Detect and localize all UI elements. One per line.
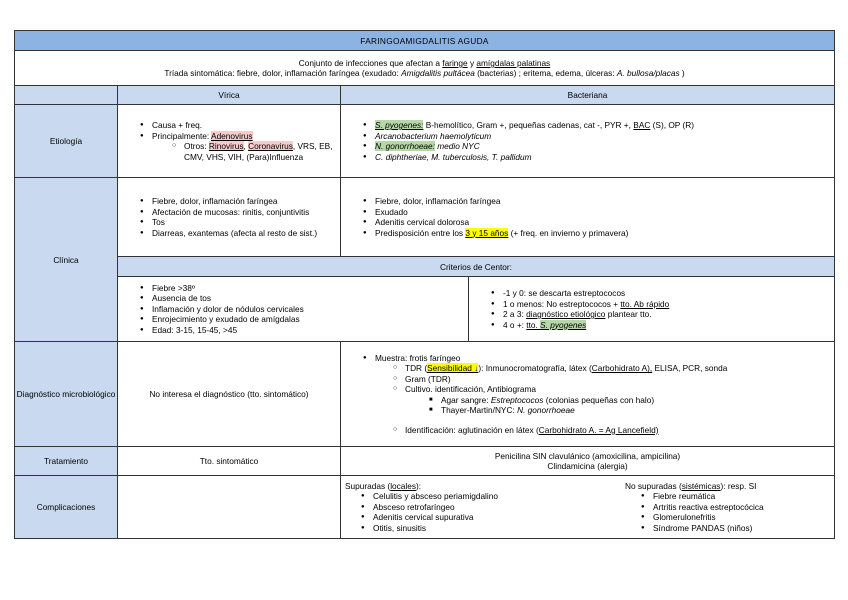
list-item: ● Adenitis cervical supurativa <box>359 512 625 523</box>
list-item: ● Síndrome PANDAS (niños) <box>639 523 830 534</box>
list-item: ● Ausencia de tos <box>138 293 462 304</box>
definition-line-2: Tríada sintomática: fiebre, dolor, inflamación faríngea (exudado: Amigdalitis pultácea (bacterias) ; eritema, edema, úlceras: A. bullosa/placas ) <box>164 68 685 78</box>
list-item: ● Tos <box>138 217 334 228</box>
clinica-bacterial-cell <box>341 178 835 257</box>
list-item: ● Artritis reactiva estreptocócica <box>639 502 830 513</box>
list-item: ● Enrojecimiento y exudado de amígdalas <box>138 314 462 325</box>
tratamiento-viral-cell: Tto. sintomático <box>118 447 341 476</box>
row-label-tratamiento: Tratamiento <box>15 447 118 476</box>
list-item: ● C. diphtheriae, M. tuberculosis, T. pallidum <box>361 152 828 163</box>
row-label-clinica: Clínica <box>15 178 118 342</box>
list-item: ● Arcanobacterium haemolyticum <box>361 131 828 142</box>
row-label-diagnostico: Diagnóstico microbiológico <box>15 342 118 447</box>
list-item: ● Diarreas, exantemas (afecta al resto de sist.) <box>138 228 334 239</box>
definition-cell <box>15 51 835 86</box>
centor-score-cell <box>469 277 835 342</box>
list-item: ● 2 a 3: diagnóstico etiológico plantear tto. <box>489 309 828 320</box>
complicaciones-bacterial-cell <box>341 476 835 539</box>
list-item: ● Afectación de mucosas: rinitis, conjuntivitis <box>138 207 334 218</box>
supuradas-block: Supuradas (locales): ● Celulitis y absceso periamigdalino ● Absceso retrofaríngeo ● Adenitis cervical supurativa ● Otitis, sinusitis <box>345 481 625 533</box>
column-header-viral: Vírica <box>118 86 341 105</box>
list-item: ● Muestra: frotis faríngeo ○ TDR (Sensibilidad ↓): Inmunocromatografía, látex (Carbohidrato A), ELISA, PCR, sonda ○ Gram (TDR) ○ Cultivo. identificación, Antibiograma ■ Agar sangre: Estreptococos (colonias pequeñas con halo) ■ Thayer-Martin/NYC: N. gonorrhoeae ○ Identificación: aglutinación en látex (Carbohidrato A. = Ag Lancefield) <box>361 353 828 436</box>
list-item: ● Causa + freq. <box>138 120 334 131</box>
list-item: ● Otitis, sinusitis <box>359 523 625 534</box>
diagnostico-viral-cell: No interesa el diagnóstico (tto. sintomático) <box>118 342 341 447</box>
list-item: ● Edad: 3-15, 15-45, >45 <box>138 325 462 336</box>
clinica-viral-cell <box>118 178 341 257</box>
tratamiento-bacterial-cell: Penicilina SIN clavulánico (amoxicilina, ampicilina) Clindamicina (alergia) <box>341 447 835 476</box>
faringoamigdalitis-table <box>14 30 835 539</box>
etiologia-viral-cell <box>118 105 341 178</box>
list-item: ● Exudado <box>361 207 828 218</box>
list-item: ● -1 y 0: se descarta estreptococos <box>489 288 828 299</box>
no-supuradas-block: No supuradas (sistémicas): resp. SI ● Fiebre reumática ● Artritis reactiva estreptocócica ● Glomerulonefritis ● Síndrome PANDAS (niños) <box>625 481 830 533</box>
centor-criteria-cell <box>118 277 469 342</box>
list-item: ○ Identificación: aglutinación en látex (Carbohidrato A. = Ag Lancefield) <box>391 425 828 436</box>
list-item: ■ Thayer-Martin/NYC: N. gonorrhoeae <box>427 405 828 416</box>
list-item: ● Absceso retrofaríngeo <box>359 502 625 513</box>
corner-cell <box>15 86 118 105</box>
list-item: ○ TDR (Sensibilidad ↓): Inmunocromatografía, látex (Carbohidrato A), ELISA, PCR, sonda <box>391 363 828 374</box>
row-label-complicaciones: Complicaciones <box>15 476 118 539</box>
list-item: ● Celulitis y absceso periamigdalino <box>359 491 625 502</box>
list-item: ● Fiebre, dolor, inflamación faríngea <box>138 196 334 207</box>
diagnostico-bacterial-cell <box>341 342 835 447</box>
list-item: ○ Cultivo. identificación, Antibiograma ■ Agar sangre: Estreptococos (colonias pequeñas con halo) ■ Thayer-Martin/NYC: N. gonorrhoeae <box>391 384 828 416</box>
list-item: ● S. pyogenes: B-hemolítico, Gram +, pequeñas cadenas, cat -, PYR +, BAC (S), OP (R) <box>361 120 828 131</box>
list-item: ● Predisposición entre los 3 y 15 años (+ freq. en invierno y primavera) <box>361 228 828 239</box>
list-item: ● Fiebre >38º <box>138 283 462 294</box>
list-item: ● N. gonorrhoeae: medio NYC <box>361 141 828 152</box>
etiologia-bacterial-cell <box>341 105 835 178</box>
list-item: ● 4 o +: tto. S. pyogenes <box>489 320 828 331</box>
complicaciones-viral-cell <box>118 476 341 539</box>
definition-line-1: Conjunto de infecciones que afectan a faringe y amígdalas palatinas <box>298 58 551 68</box>
list-item: ● Fiebre, dolor, inflamación faríngea <box>361 196 828 207</box>
list-item: ○ Gram (TDR) <box>391 374 828 385</box>
list-item: ● 1 o menos: No estreptococos + tto. Ab rápido <box>489 299 828 310</box>
list-item: ● Fiebre reumática <box>639 491 830 502</box>
list-item: ● Principalmente: Adenovirus ○ Otros: Rinovirus, Coronavirus, VRS, EB, CMV, VHS, VIH, (Para)Influenza <box>138 131 334 163</box>
centor-title: Criterios de Centor: <box>118 257 835 277</box>
table-title: FARINGOAMIGDALITIS AGUDA <box>15 31 835 51</box>
list-item: ■ Agar sangre: Estreptococos (colonias pequeñas con halo) <box>427 395 828 406</box>
list-item: ● Inflamación y dolor de nódulos cervicales <box>138 304 462 315</box>
row-label-etiologia: Etiología <box>15 105 118 178</box>
list-item: ● Adenitis cervical dolorosa <box>361 217 828 228</box>
list-item: ● Glomerulonefritis <box>639 512 830 523</box>
list-item: ○ Otros: Rinovirus, Coronavirus, VRS, EB, CMV, VHS, VIH, (Para)Influenza <box>170 141 334 162</box>
column-header-bacterial: Bacteriana <box>341 86 835 105</box>
